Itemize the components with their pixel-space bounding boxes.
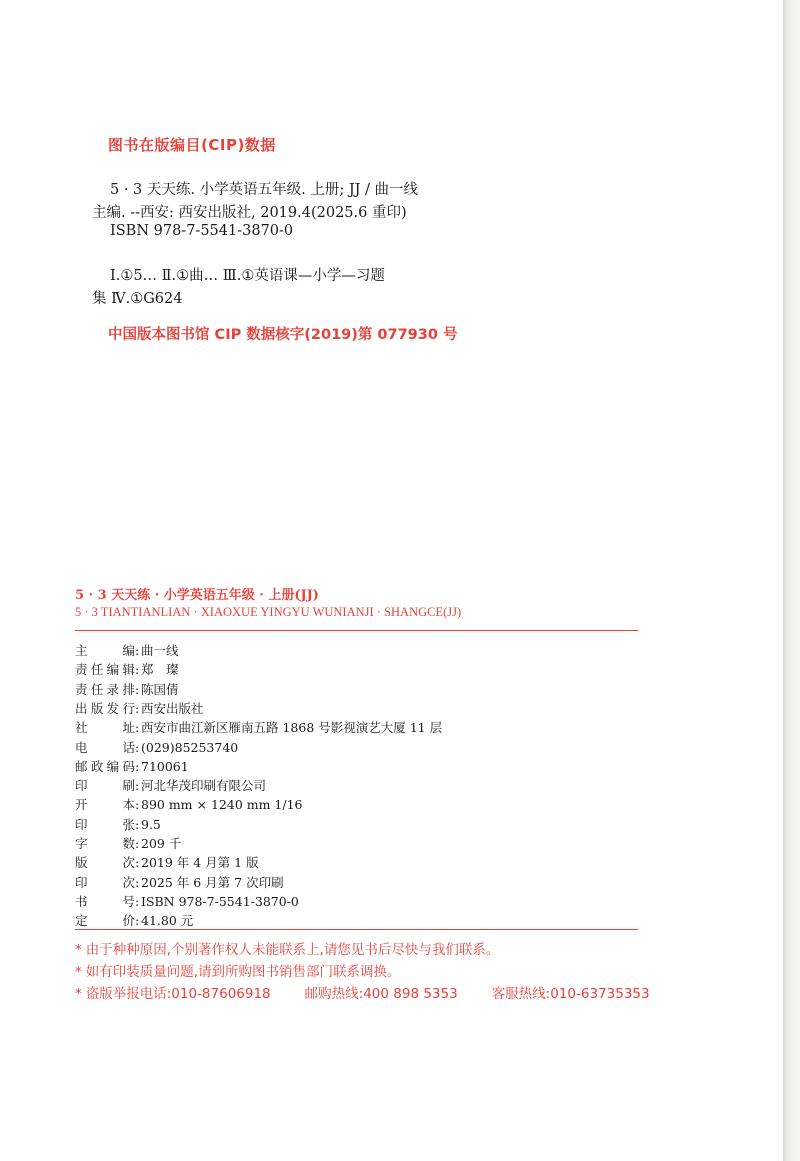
info-value: 9.5 <box>141 816 161 832</box>
info-value: 郑 璨 <box>141 662 179 678</box>
info-row: 印刷 : 河北华茂印刷有限公司 <box>75 778 267 794</box>
cip-line-4: Ⅰ.①5… Ⅱ.①曲… Ⅲ.①英语课—小学—习题 <box>110 268 385 284</box>
info-label: 责任录排 <box>75 681 135 697</box>
info-row: 电话 : (029)85253740 <box>75 739 239 755</box>
info-row: 定价 : 41.80 元 <box>75 913 194 929</box>
info-label: 书号 <box>75 893 135 909</box>
notice-copyright <box>75 938 499 958</box>
info-value: 710061 <box>141 758 189 774</box>
info-row: 印张 : 9.5 <box>75 816 161 832</box>
info-row: 开本 : 890 mm × 1240 mm 1/16 <box>75 797 303 813</box>
notice-hotlines <box>75 982 650 1002</box>
divider-bottom <box>75 929 638 930</box>
info-value: 2019 年 4 月第 1 版 <box>141 855 259 871</box>
info-label: 印张 <box>75 816 135 832</box>
info-label: 电话 <box>75 739 135 755</box>
book-title-en: 5 · 3 TIANTIANLIAN · XIAOXUE YINGYU WUNIANJI · SHANGCE(JJ) <box>75 605 462 619</box>
info-row: 主编 : 曲一线 <box>75 643 179 658</box>
info-value: ISBN 978-7-5541-3870-0 <box>141 893 299 909</box>
info-label: 主编 <box>75 643 135 658</box>
info-label: 字数 <box>75 836 135 851</box>
info-value: 西安出版社 <box>141 700 204 716</box>
cip-line-2: 主编. --西安: 西安出版社, 2019.4(2025.6 重印) <box>92 205 407 221</box>
info-value: 890 mm × 1240 mm 1/16 <box>141 797 303 813</box>
piracy-hotline: 盗版举报电话:010-87606918 <box>85 986 271 1002</box>
page-edge <box>783 0 800 1161</box>
info-row: 书号 : ISBN 978-7-5541-3870-0 <box>75 893 299 909</box>
info-value: 陈国倩 <box>141 681 179 697</box>
info-label: 印刷 <box>75 778 135 794</box>
info-label: 版次 <box>75 855 135 871</box>
cip-line-1: 5 · 3 天天练. 小学英语五年级. 上册; JJ / 曲一线 <box>110 182 419 198</box>
divider-top <box>75 630 638 631</box>
info-label: 定价 <box>75 913 135 929</box>
info-row: 邮政编码 : 710061 <box>75 758 189 774</box>
customer-service-hotline: 客服热线:010-63735353 <box>491 986 650 1002</box>
info-row: 字数 : 209 千 <box>75 836 182 851</box>
mail-order-hotline: 邮购热线:400 898 5353 <box>304 986 458 1002</box>
star-mark: * <box>75 986 82 1002</box>
info-value: 西安市曲江新区雁南五路 1868 号影视演艺大厦 11 层 <box>141 720 443 736</box>
info-label: 社址 <box>75 720 135 736</box>
info-row: 责任编辑 : 郑 璨 <box>75 662 179 678</box>
info-value: 曲一线 <box>141 643 179 658</box>
cip-line-5: 集 Ⅳ.①G624 <box>92 291 183 307</box>
info-value: 41.80 元 <box>141 913 194 929</box>
notice-quality-text: 如有印装质量问题,请到所购图书销售部门联系调换。 <box>85 964 401 980</box>
notice-copyright-text: 由于种种原因,个别著作权人未能联系上,请您见书后尽快与我们联系。 <box>85 942 500 958</box>
info-value: 河北华茂印刷有限公司 <box>141 778 267 794</box>
info-label: 责任编辑 <box>75 662 135 678</box>
cip-title: 图书在版编目(CIP)数据 <box>108 136 276 154</box>
info-value: 209 千 <box>141 836 182 851</box>
info-row: 责任录排 : 陈国倩 <box>75 681 179 697</box>
book-title-zh: 5 · 3 天天练 · 小学英语五年级 · 上册(JJ) <box>75 588 319 603</box>
info-row: 出版发行 : 西安出版社 <box>75 700 204 716</box>
cip-line-3: ISBN 978-7-5541-3870-0 <box>110 223 294 239</box>
cip-number: 中国版本图书馆 CIP 数据核字(2019)第 077930 号 <box>108 327 458 343</box>
notice-quality <box>75 960 401 980</box>
info-value: 2025 年 6 月第 7 次印刷 <box>141 874 284 890</box>
info-label: 开本 <box>75 797 135 813</box>
info-value: (029)85253740 <box>141 739 239 755</box>
info-label: 印次 <box>75 874 135 890</box>
star-mark: * <box>75 942 82 958</box>
info-row: 版次 : 2019 年 4 月第 1 版 <box>75 855 259 871</box>
info-row: 社址 : 西安市曲江新区雁南五路 1868 号影视演艺大厦 11 层 <box>75 720 443 736</box>
info-label: 出版发行 <box>75 700 135 716</box>
info-label: 邮政编码 <box>75 758 135 774</box>
star-mark: * <box>75 964 82 980</box>
info-row: 印次 : 2025 年 6 月第 7 次印刷 <box>75 874 284 890</box>
